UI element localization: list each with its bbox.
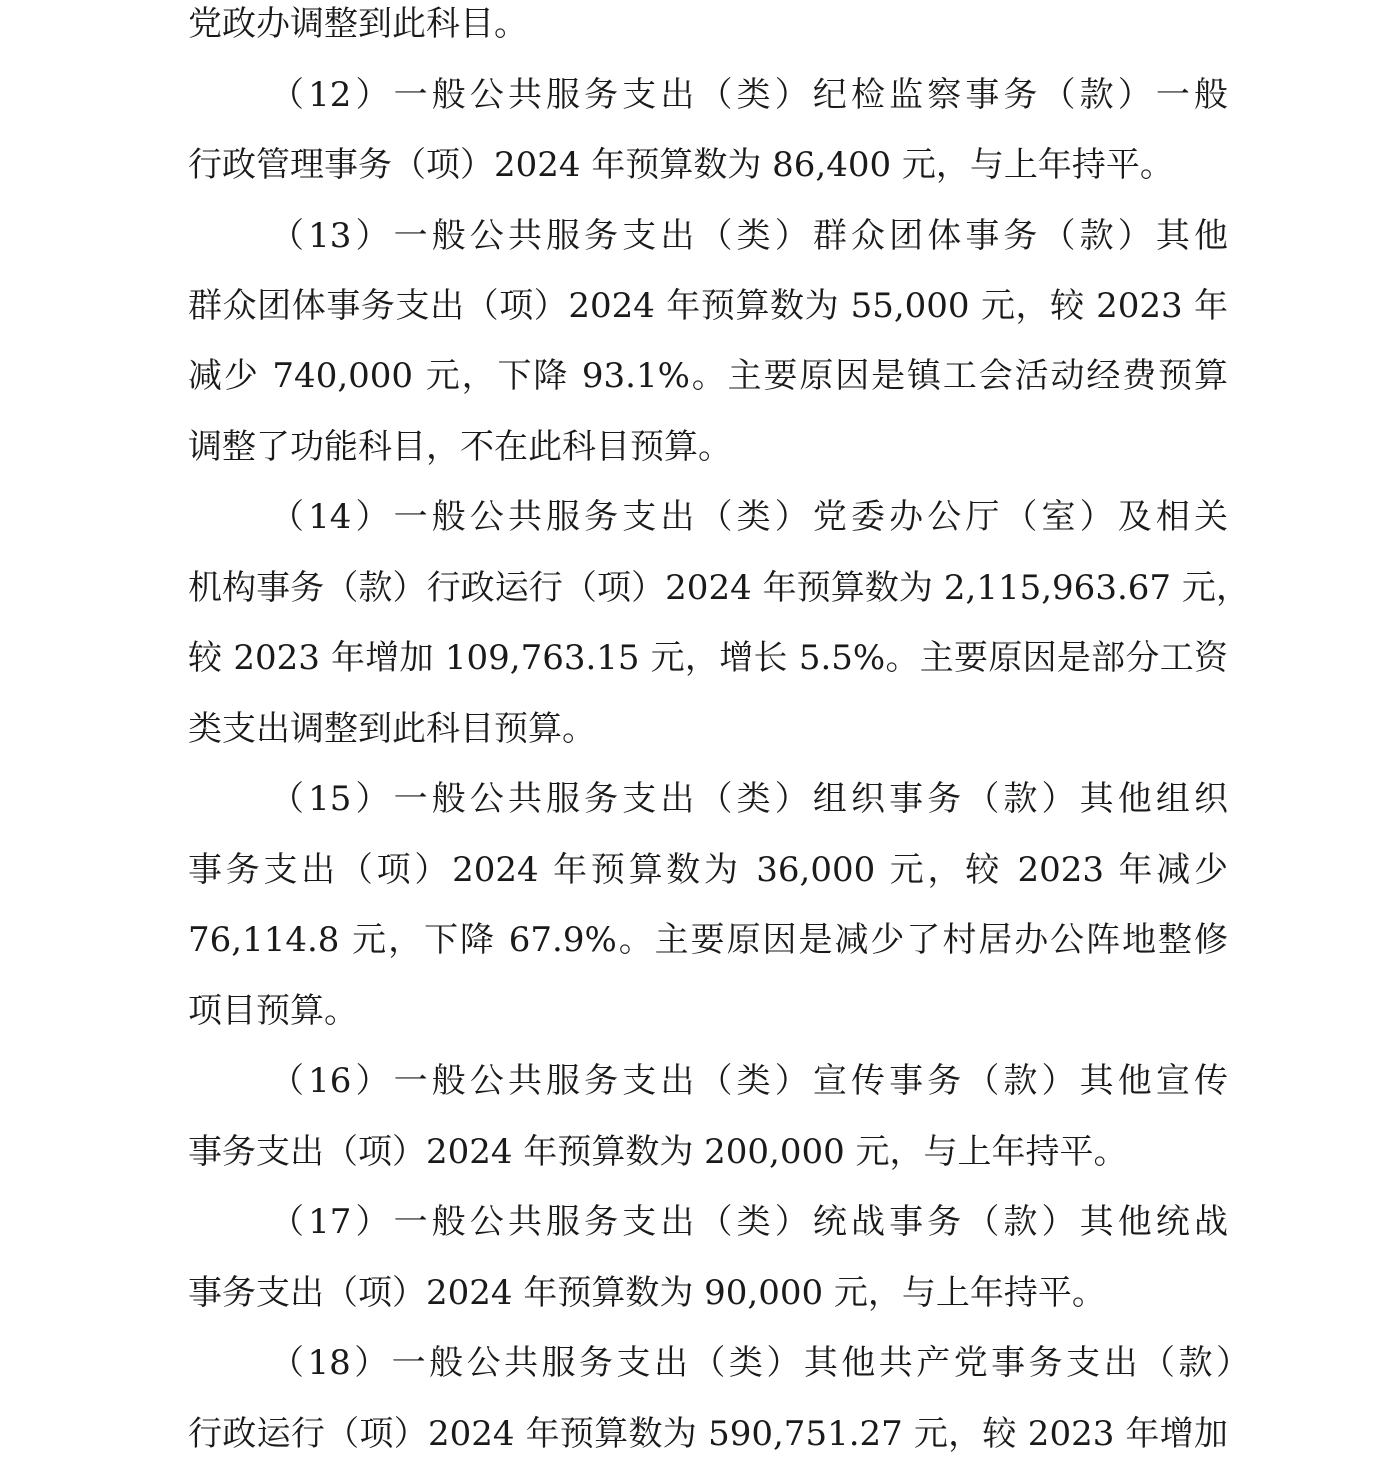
paragraph-line: （15）一般公共服务支出（类）组织事务（款）其他组织 (270, 779, 1228, 819)
paragraph-line: （18）一般公共服务支出（类）其他共产党事务支出（款） (270, 1343, 1250, 1383)
paragraph-line: （14）一般公共服务支出（类）党委办公厅（室）及相关 (270, 497, 1228, 537)
paragraph-line: （12）一般公共服务支出（类）纪检监察事务（款）一般 (270, 75, 1228, 115)
paragraph-line: 项目预算。 (188, 991, 358, 1031)
paragraph-line: （13）一般公共服务支出（类）群众团体事务（款）其他 (270, 216, 1228, 256)
paragraph-line: 76,114.8 元，下降 67.9%。主要原因是减少了村居办公阵地整修 (188, 920, 1228, 960)
paragraph-line: 减少 740,000 元，下降 93.1%。主要原因是镇工会活动经费预算 (188, 356, 1228, 396)
paragraph-line: （16）一般公共服务支出（类）宣传事务（款）其他宣传 (270, 1061, 1228, 1101)
paragraph-line: 机构事务（款）行政运行（项）2024 年预算数为 2,115,963.67 元， (188, 568, 1250, 608)
paragraph-line: 事务支出（项）2024 年预算数为 90,000 元，与上年持平。 (188, 1273, 1106, 1313)
paragraph-line: 类支出调整到此科目预算。 (188, 709, 596, 749)
paragraph-line: （17）一般公共服务支出（类）统战事务（款）其他统战 (270, 1202, 1228, 1242)
paragraph-line: 较 2023 年增加 109,763.15 元，增长 5.5%。主要原因是部分工资 (188, 638, 1228, 678)
paragraph-line: 事务支出（项）2024 年预算数为 200,000 元，与上年持平。 (188, 1132, 1128, 1172)
paragraph-line: 行政管理事务（项）2024 年预算数为 86,400 元，与上年持平。 (188, 145, 1174, 185)
paragraph-line: 事务支出（项）2024 年预算数为 36,000 元，较 2023 年减少 (188, 850, 1228, 890)
paragraph-line: 行政运行（项）2024 年预算数为 590,751.27 元，较 2023 年增加 (188, 1414, 1228, 1454)
paragraph-line: 群众团体事务支出（项）2024 年预算数为 55,000 元，较 2023 年 (188, 286, 1228, 326)
paragraph-line: 党政办调整到此科目。 (188, 4, 528, 44)
paragraph-line: 调整了功能科目，不在此科目预算。 (188, 427, 732, 467)
